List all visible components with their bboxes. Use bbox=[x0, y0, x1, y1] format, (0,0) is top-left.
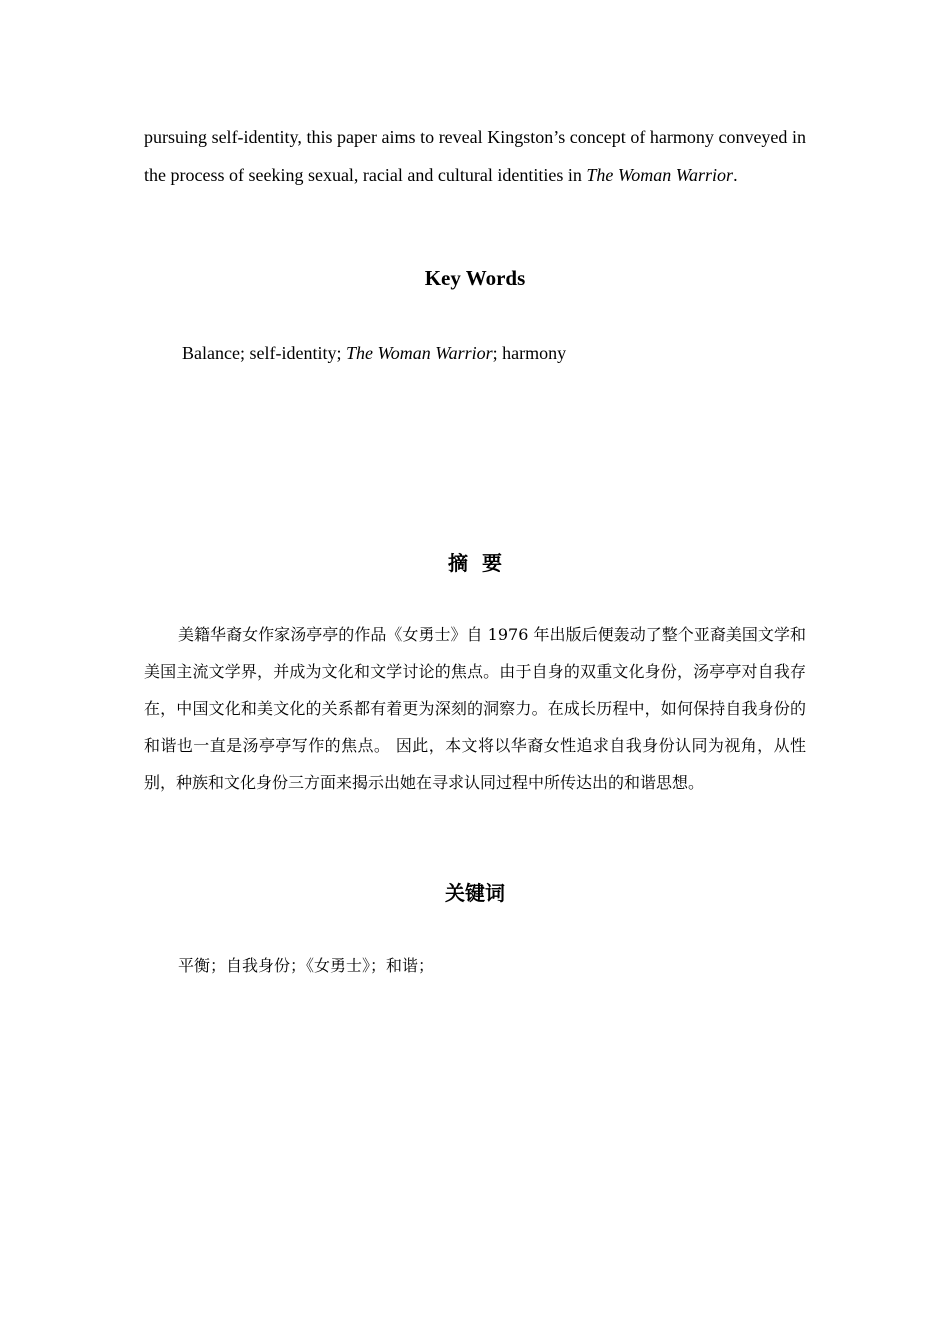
english-abstract-end: . bbox=[733, 164, 738, 185]
english-abstract-text: pursuing self-identity, this paper aims to reveal Kingston’s concept of harmony conveyed in the process of seeking sexual, racial and cultural identities in bbox=[144, 127, 806, 185]
english-keywords-part1: Balance; self-identity; bbox=[182, 343, 346, 363]
chinese-keywords-list: 平衡；自我身份；《女勇士》；和谐； bbox=[178, 956, 435, 975]
english-abstract-book-title: The Woman Warrior bbox=[586, 164, 734, 185]
english-abstract-paragraph bbox=[144, 119, 806, 194]
english-keywords-heading: Key Words bbox=[424, 266, 526, 290]
chinese-keywords-heading: 关键词 bbox=[445, 881, 505, 905]
chinese-abstract-paragraph: 美籍华裔女作家汤亭亭的作品《女勇士》自 1976 年出版后便轰动了整个亚裔美国文学和美国主流文学界，并成为文化和文学讨论的焦点。由于自身的双重文化身份，汤亭亭对自我存在，中国文化和美文化的关系都有着更为深刻的洞察力。在成长历程中，如何保持自我身份的和谐也一直是汤亭亭写作的焦点。 因此，本文将以华裔女性追求自我身份认同为视角，从性别，种族和文化身份三方面来揭示出她在寻求认同过程中所传达出的和谐思想。 bbox=[144, 625, 806, 792]
chinese-abstract-heading: 摘 要 bbox=[448, 551, 502, 575]
english-keywords-list bbox=[182, 343, 566, 364]
english-keywords-part2: ; harmony bbox=[492, 343, 567, 363]
english-keywords-book-title: The Woman Warrior bbox=[345, 343, 493, 363]
